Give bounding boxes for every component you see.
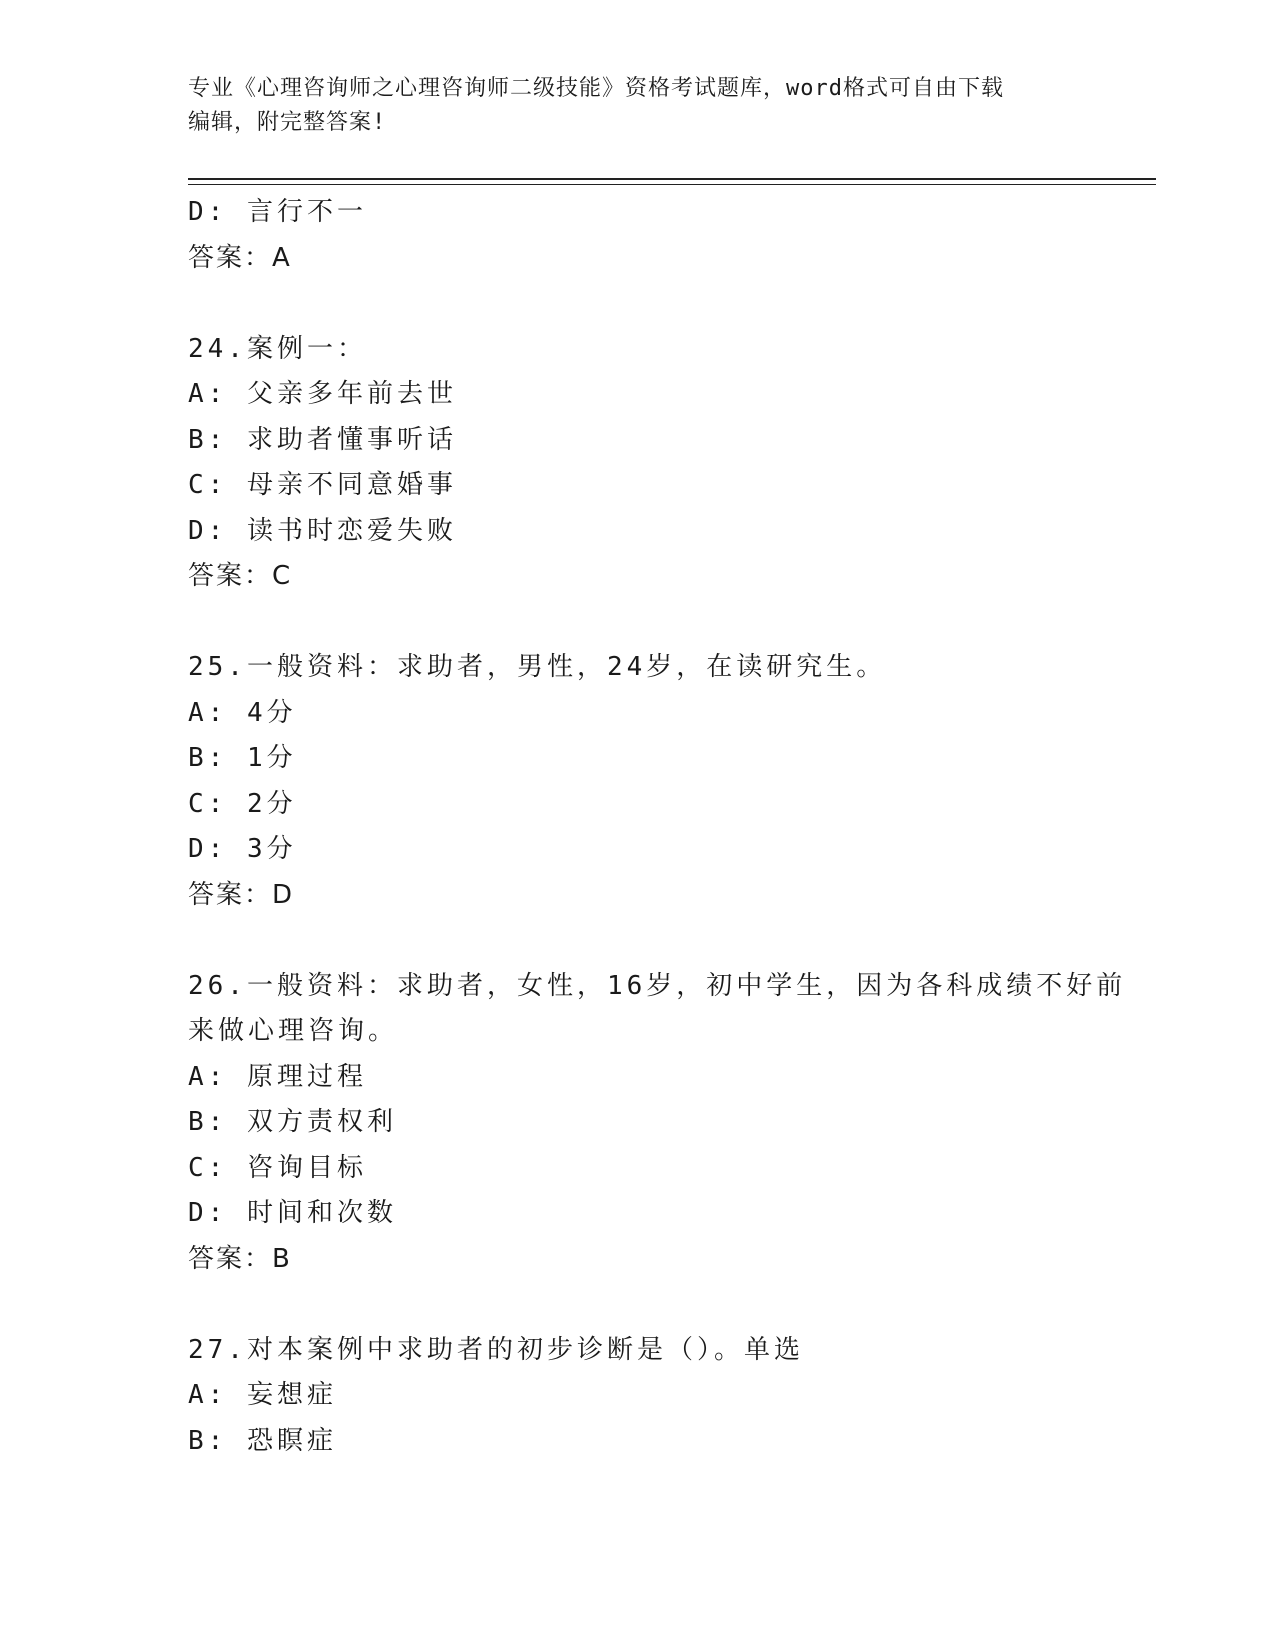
option-a: A: 父亲多年前去世 (188, 379, 457, 409)
option-a: A: 原理过程 (188, 1061, 367, 1092)
question-25 (188, 645, 1128, 918)
question-26 (188, 964, 1128, 1283)
option-b: B: 求助者懂事听话 (188, 424, 457, 455)
answer: 答案：D (188, 879, 295, 910)
question-stem: 27.对本案例中求助者的初步诊断是（）。单选 (188, 1334, 804, 1365)
question-stem: 25.一般资料：求助者，男性，24岁，在读研究生。 (188, 652, 887, 682)
option-d: D: 时间和次数 (188, 1198, 397, 1228)
answer: 答案：A (188, 242, 292, 273)
option-c: C: 2分 (188, 788, 297, 819)
header-line-2: 编辑，附完整答案! (188, 110, 387, 135)
header-line-1: 专业《心理咨询师之心理咨询师二级技能》资格考试题库，word格式可自由下载 (188, 76, 1004, 101)
option-b: B: 1分 (188, 743, 297, 773)
header-divider-thick (188, 178, 1156, 180)
spacer (188, 1282, 1128, 1328)
question-stem-line-2: 来做心理咨询。 (188, 1016, 399, 1046)
question-stem-line-1: 26.一般资料：求助者，女性，16岁，初中学生，因为各科成绩不好前 (188, 970, 1127, 1001)
question-27 (188, 1328, 1128, 1465)
document-body (188, 190, 1128, 1464)
spacer (188, 600, 1128, 646)
option-b: B: 恐瞑症 (188, 1425, 337, 1456)
question-24 (188, 327, 1128, 600)
spacer (188, 281, 1128, 327)
document-header (188, 72, 1088, 140)
option-d: D: 3分 (188, 834, 297, 864)
question-stem: 24.案例一： (188, 333, 367, 364)
option-a: A: 妄想症 (188, 1380, 337, 1410)
option-b: B: 双方责权利 (188, 1107, 397, 1137)
answer: 答案：C (188, 561, 293, 591)
spacer (188, 918, 1128, 964)
header-divider-thin (188, 184, 1156, 185)
option-d: D: 读书时恋爱失败 (188, 515, 457, 546)
option-a: A: 4分 (188, 697, 297, 728)
option-d: D: 言行不一 (188, 197, 367, 227)
answer: 答案：B (188, 1243, 292, 1274)
option-c: C: 咨询目标 (188, 1152, 367, 1183)
option-c: C: 母亲不同意婚事 (188, 470, 457, 500)
